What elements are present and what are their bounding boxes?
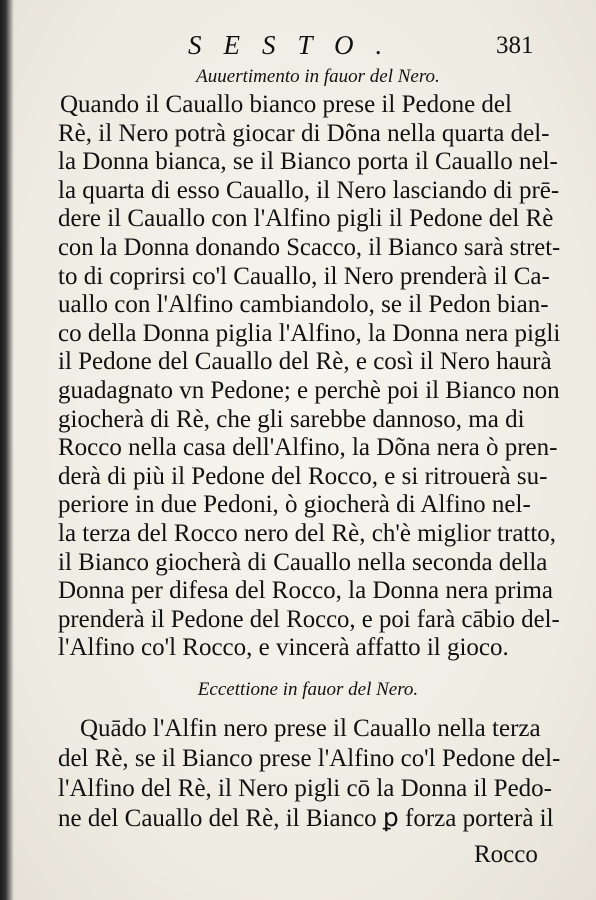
text-line: del Rè, se il Bianco prese l'Alfino co'l Pedone del- bbox=[58, 745, 561, 772]
text-line: guadagnato vn Pedone; e perchè poi il Bianco non bbox=[58, 377, 560, 404]
text-line: il Bianco giocherà di Cauallo nella seconda della bbox=[58, 548, 548, 576]
text-line: il Pedone del Cauallo del Rè, e così il Nero haurà bbox=[58, 348, 552, 376]
section-heading-1: Auuertimento in fauor del Nero. bbox=[196, 66, 440, 87]
text-line: prenderà il Pedone del Rocco, e poi farà cābio del- bbox=[58, 605, 560, 633]
text-line: uallo con l'Alfino cambiandolo, se il Pedon bian- bbox=[58, 291, 549, 319]
text-line: l'Alfino co'l Rocco, e vincerà affatto il gioco. bbox=[58, 634, 509, 662]
text-line: Donna per difesa del Rocco, la Donna nera prima bbox=[58, 577, 553, 605]
text-line: la terza del Rocco nero del Rè, ch'è miglior tratto, bbox=[58, 520, 557, 547]
section-heading-2: Eccettione in fauor del Nero. bbox=[197, 679, 419, 700]
text-line: la quarta di esso Cauallo, il Nero lasciando di prē- bbox=[58, 176, 560, 204]
text-line: Rè, il Nero potrà giocar di Dõna nella quarta del- bbox=[58, 119, 550, 147]
text-line: derà di più il Pedone del Rocco, e si ritrouerà su- bbox=[58, 462, 548, 490]
text-line: la Donna bianca, se il Bianco porta il Cauallo nel- bbox=[58, 148, 558, 176]
text-line: Quando il Cauallo bianco prese il Pedone del bbox=[60, 91, 512, 118]
catchword: Rocco bbox=[474, 841, 538, 868]
text-line: to di coprirsi co'l Cauallo, il Nero prenderà il Ca- bbox=[58, 262, 550, 290]
text-line: Quādo l'Alfin nero prese il Cauallo nella terza bbox=[80, 715, 541, 742]
text-line: con la Donna donando Scacco, il Bianco sarà stret- bbox=[58, 234, 561, 261]
page-header bbox=[0, 28, 596, 68]
text-line: giocherà di Rè, che gli sarebbe dannoso, ma di bbox=[58, 405, 525, 433]
text-line: ne del Cauallo del Rè, il Bianco ꝑ forza porterà il bbox=[58, 805, 554, 832]
text-line: periore in due Pedoni, ò giocherà di Alfino nel- bbox=[58, 491, 531, 519]
page-number: 381 bbox=[496, 32, 534, 59]
text-line: dere il Cauallo con l'Alfino pigli il Pedone del Rè bbox=[58, 205, 554, 233]
text-line: Rocco nella casa dell'Alfino, la Dõna nera ò pren- bbox=[58, 434, 558, 462]
page-gutter-shadow bbox=[0, 0, 14, 900]
running-head: SESTO. bbox=[188, 30, 405, 60]
text-line: co della Donna piglia l'Alfino, la Donna nera pigli bbox=[58, 319, 561, 347]
text-line: l'Alfino del Rè, il Nero pigli cō la Donna il Pedo- bbox=[58, 775, 552, 802]
